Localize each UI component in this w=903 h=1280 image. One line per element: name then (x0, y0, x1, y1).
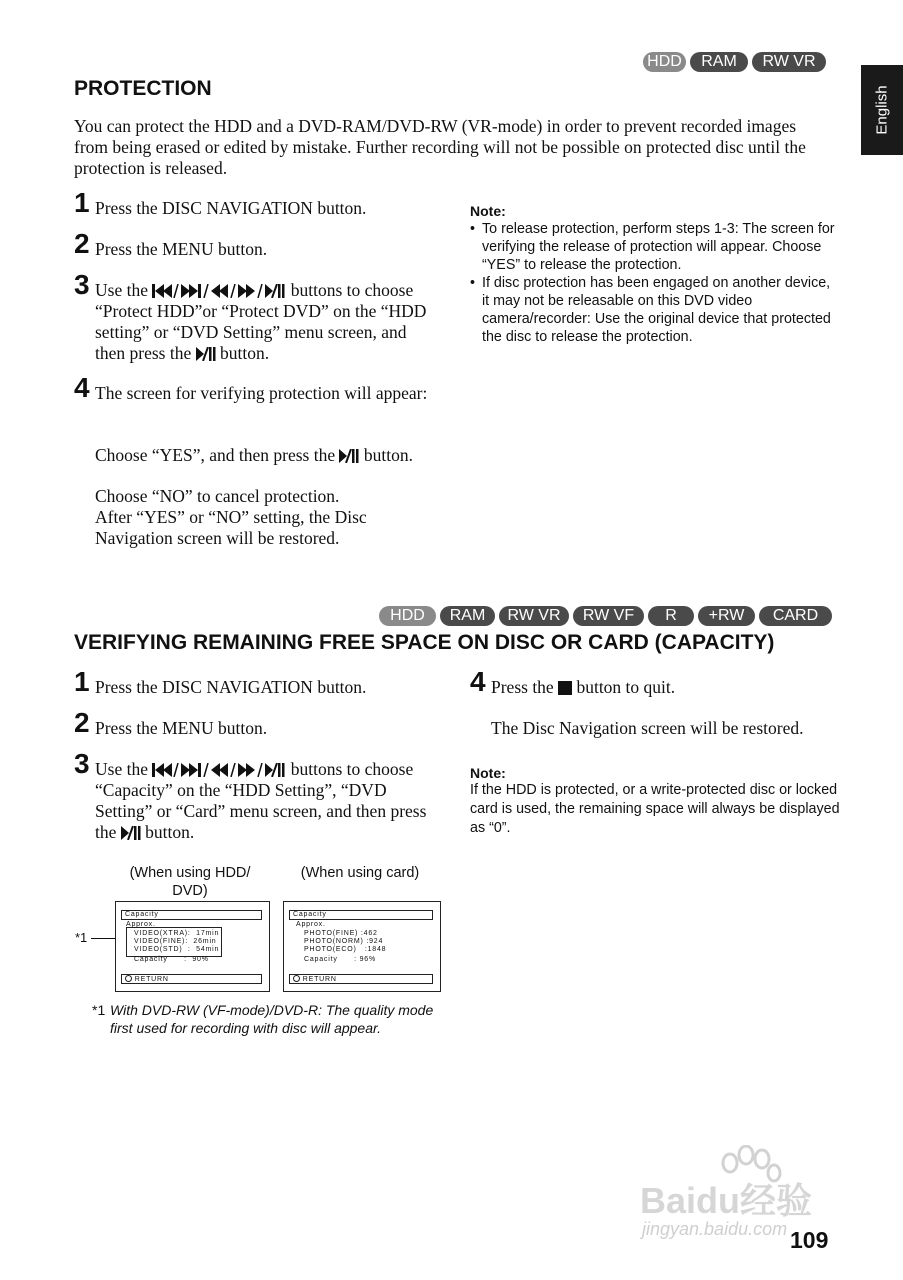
step-text: Press the DISC NAVIGATION button. (95, 198, 367, 218)
screen-card (283, 901, 441, 992)
return-label: RETURN (302, 976, 337, 983)
step-text: Press the DISC NAVIGATION button. (95, 677, 367, 697)
capacity-note: If the HDD is protected, or a write-protected disc or locked card is used, the remaining space will always be displayed as “0”. (470, 782, 840, 836)
screen-title: Capacity (289, 910, 433, 920)
protection-after: After “YES” or “NO” setting, the Disc Navigation screen will be restored. (95, 507, 367, 548)
capacity-step-2 (74, 707, 434, 739)
protection-step-2 (74, 228, 434, 260)
return-icon (125, 975, 132, 982)
footnote-text: With DVD-RW (VF-mode)/DVD-R: The quality mode first used for recording with disc will appear. (110, 1002, 434, 1036)
play-pause-icon (196, 343, 216, 363)
screen-approx: Approx. (296, 921, 326, 928)
tag-plus-rw: +RW (698, 606, 755, 626)
step-number: 4 (470, 666, 486, 697)
step-text: Use the buttons to choose “Protect HDD”or “Protect DVD” on the “HDD setting” or “DVD Setting” menu screen, and then press the button. (95, 280, 427, 363)
page-number: 109 (790, 1227, 829, 1253)
step-text: Press the MENU button. (95, 239, 268, 259)
footnote-marker: *1 (75, 930, 88, 945)
screen-return (121, 974, 262, 984)
note-item: • To release protection, perform steps 1-3: The screen for verifying the release of protection will appear. Choose “YES” to release the protection. (470, 220, 838, 274)
footnote (92, 1001, 452, 1037)
tag-ram: RAM (440, 606, 495, 626)
step-text: The screen for verifying protection will appear: (95, 383, 428, 403)
protection-choose-no: Choose “NO” to cancel protection. (95, 486, 340, 506)
stop-icon (558, 681, 572, 695)
step-text: Press the button to quit. (491, 677, 676, 697)
tag-hdd: HDD (379, 606, 436, 626)
return-icon (293, 975, 300, 982)
tag-hdd: HDD (643, 52, 686, 72)
language-label: English (873, 85, 891, 135)
nav-buttons-icons (152, 280, 286, 300)
return-label: RETURN (134, 976, 169, 983)
tag-rw-vf: RW VF (573, 606, 644, 626)
screen-return (289, 974, 433, 984)
tag-r: R (648, 606, 694, 626)
tag-rw-vr: RW VR (499, 606, 569, 626)
language-tab (861, 65, 903, 155)
screen-line: VIDEO(STD) : 54min (134, 946, 220, 953)
caption-card: (When using card) (300, 865, 420, 881)
play-pause-icon (339, 445, 359, 465)
caption-hdd: (When using HDD/ DVD) (129, 865, 251, 899)
capacity-restored: The Disc Navigation screen will be restored. (491, 718, 804, 738)
step-number: 2 (74, 707, 90, 738)
protection-step-3 (74, 269, 434, 364)
tag-rw-vr: RW VR (752, 52, 826, 72)
screen-hdd (115, 901, 270, 992)
step-number: 2 (74, 228, 90, 259)
protection-step-1 (74, 187, 434, 219)
step-text: Press the MENU button. (95, 718, 268, 738)
tag-card: CARD (759, 606, 832, 626)
capacity-step-4 (470, 666, 840, 698)
protection-step-4 (74, 372, 434, 404)
screen-title: Capacity (121, 910, 262, 920)
protection-intro: You can protect the HDD and a DVD-RAM/DVD-RW (VR-mode) in order to prevent recorded images from being erased or edited by mistake. Further recording will not be possible on protected disc until the protection is released. (74, 116, 806, 178)
play-pause-icon (121, 822, 141, 842)
step-number: 3 (74, 748, 90, 779)
tag-ram: RAM (690, 52, 748, 72)
capacity-step-3 (74, 748, 434, 843)
screen-line: VIDEO(FINE): 26min (134, 938, 217, 945)
protection-title: PROTECTION (74, 77, 212, 100)
protection-choose-yes: Choose “YES”, and then press the button. (95, 445, 413, 465)
capacity-step-1 (74, 666, 434, 698)
screen-approx: Approx. (126, 921, 156, 928)
screen-line: PHOTO(FINE) :462 (304, 930, 378, 937)
screen-line: VIDEO(XTRA): 17min (134, 930, 220, 937)
screen-line: Capacity : 90% (134, 956, 209, 963)
step-number: 4 (74, 372, 90, 403)
watermark-brand: Baidu经验 (640, 1180, 813, 1221)
media-tags-mid (379, 606, 832, 626)
capacity-title: VERIFYING REMAINING FREE SPACE ON DISC OR CARD (CAPACITY) (74, 631, 775, 654)
watermark-url: jingyan.baidu.com (642, 1219, 788, 1239)
step-number: 1 (74, 187, 90, 218)
media-tags-top (643, 52, 826, 72)
protection-notes (470, 220, 838, 346)
capacity-note-title: Note: (470, 765, 506, 781)
step-number: 1 (74, 666, 90, 697)
screen-line: Capacity : 96% (304, 956, 377, 963)
step-text: Use the buttons to choose “Capacity” on the “HDD Setting”, “DVD Setting” or “Card” menu screen, and then press the button. (95, 759, 427, 842)
screen-line: PHOTO(ECO) :1848 (304, 946, 387, 953)
nav-buttons-icons (152, 759, 286, 779)
screen-line: PHOTO(NORM) :924 (304, 938, 384, 945)
note-item: • If disc protection has been engaged on another device, it may not be releasable on this DVD video camera/recorder: Use the original device that protected the disc to release the protection. (470, 274, 838, 346)
step-number: 3 (74, 269, 90, 300)
protection-note-title: Note: (470, 203, 506, 219)
footnote-mark: *1 (92, 1002, 106, 1018)
